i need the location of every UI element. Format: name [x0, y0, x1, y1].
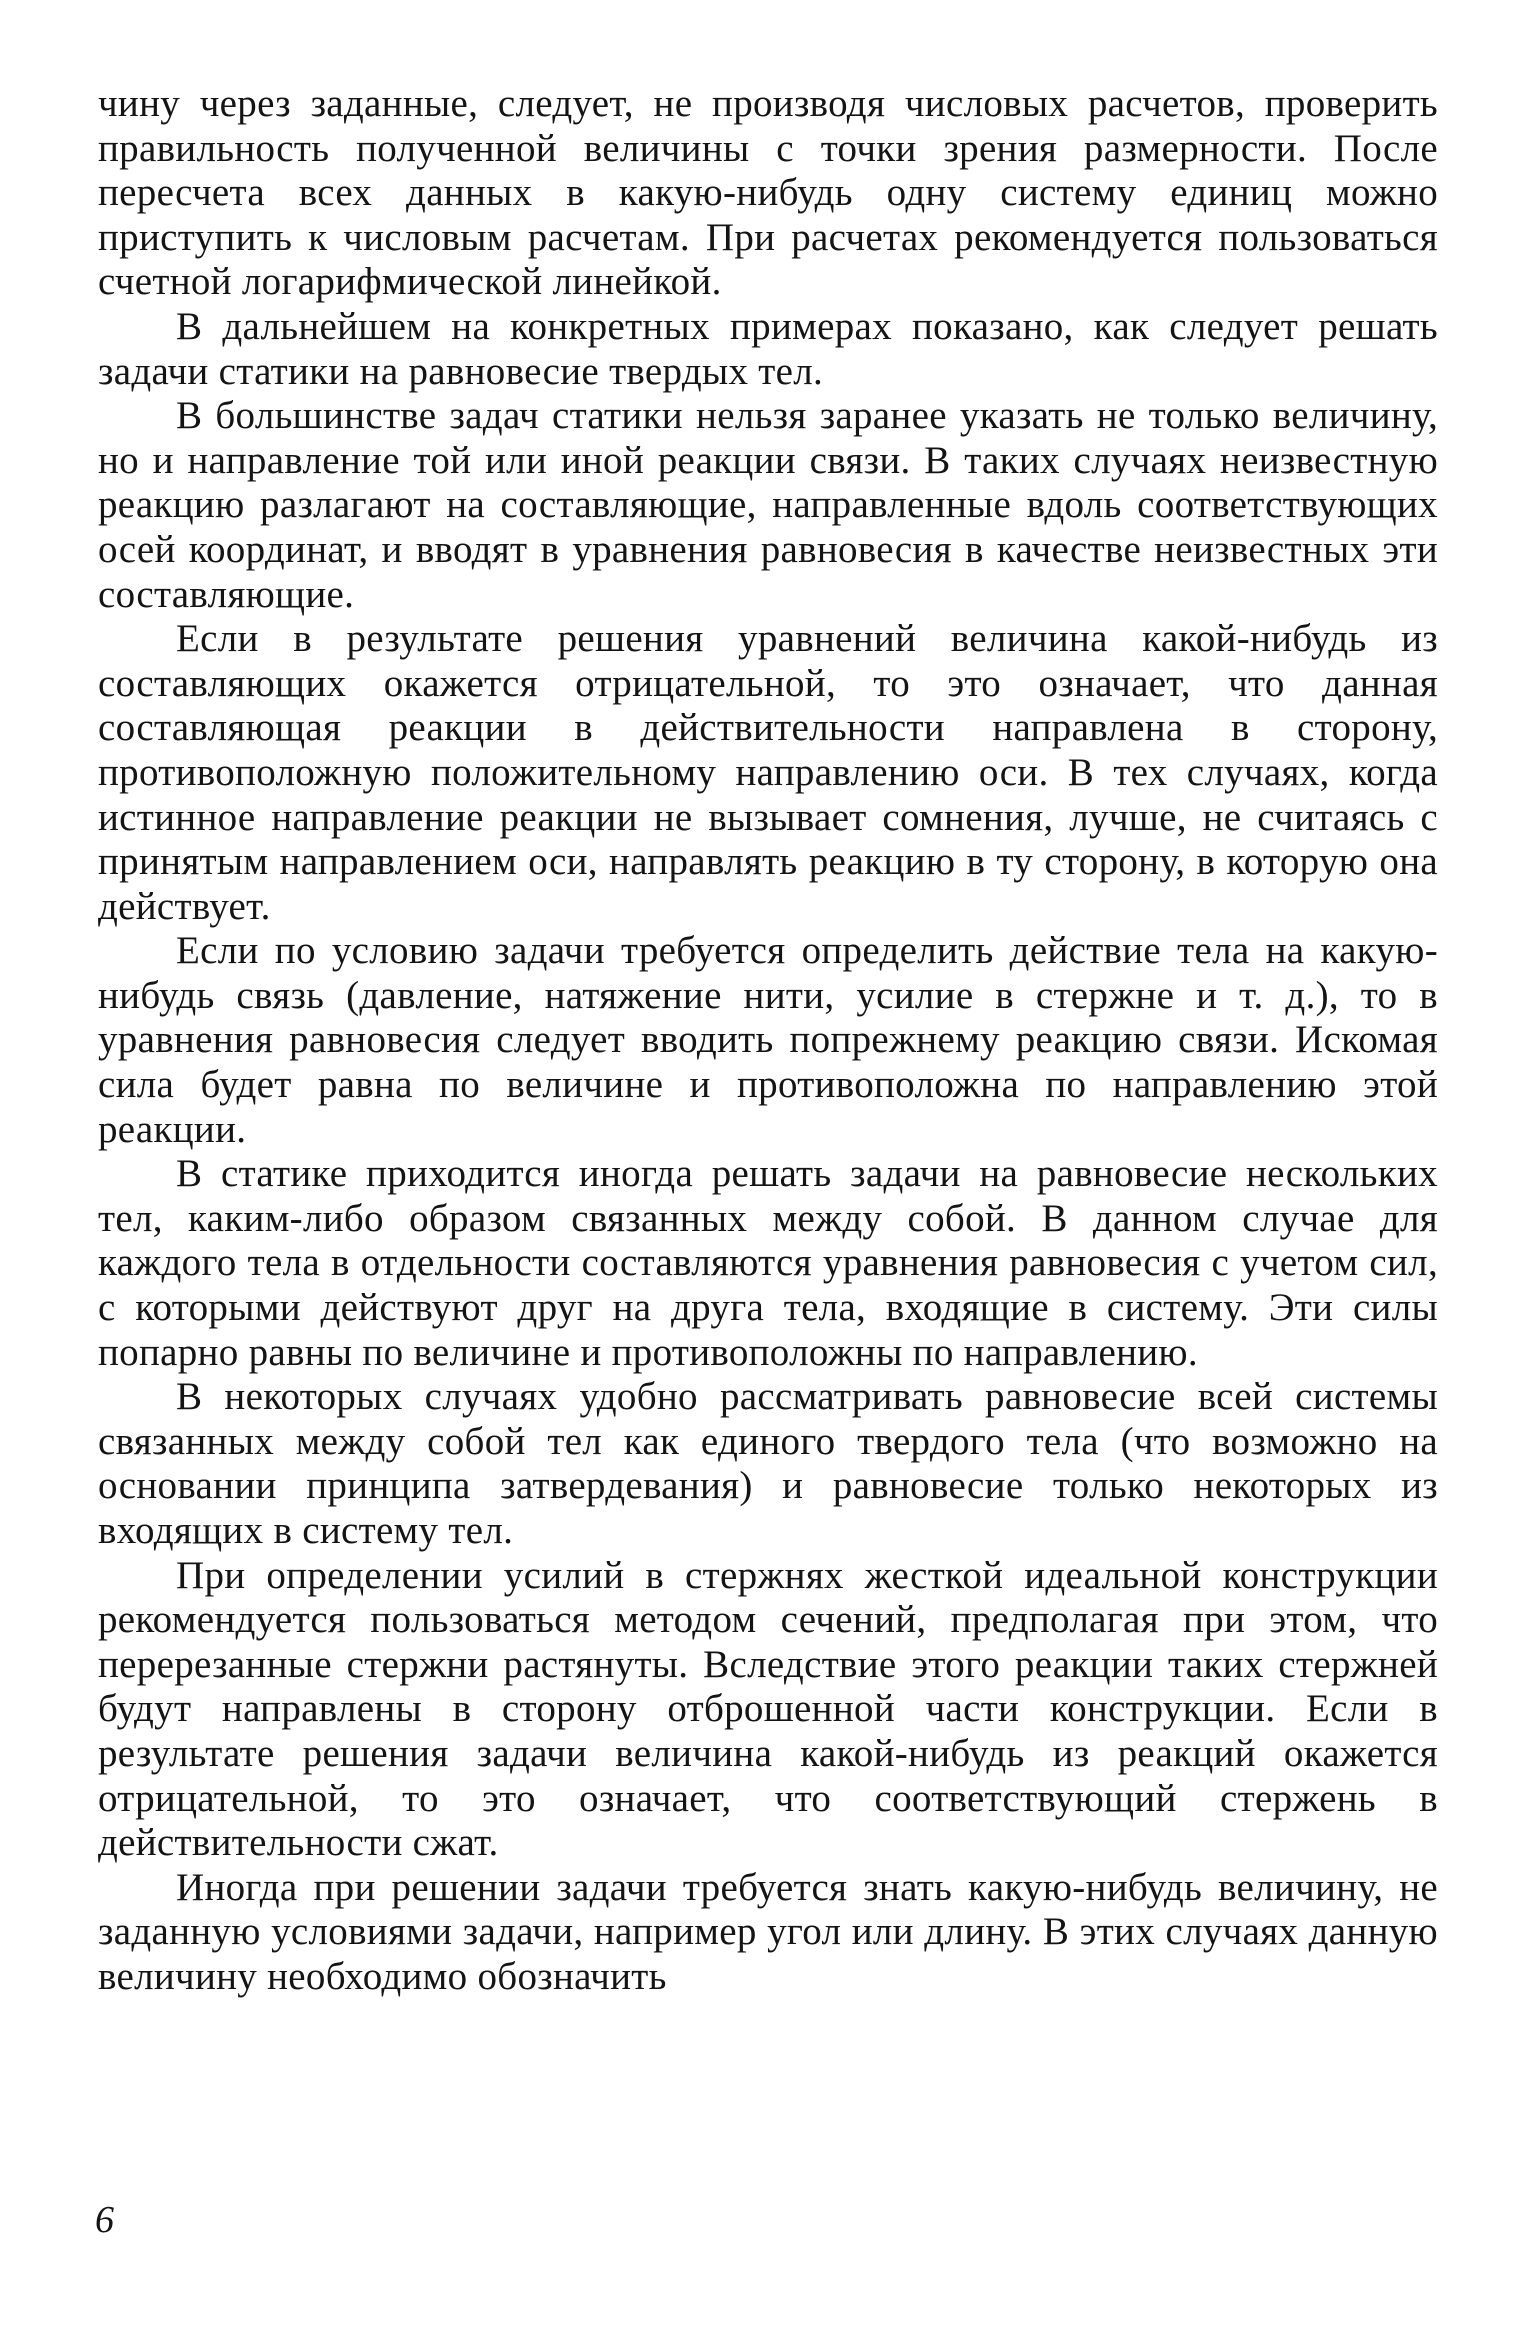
paragraph-4: Если в результате решения уравнений величина какой-нибудь из составляющих окажется отрицательной, то это означает, что данная составляющая реакции в действительности направлена в сторону, противоположную положительному направлению оси. В тех случаях, когда истинное направление реакции не вызывает сомнения, лучше, не считаясь с принятым направлением оси, направлять реакцию в ту сторону, в которую она действует. [98, 617, 1438, 928]
paragraph-7: В некоторых случаях удобно рассматривать равновесие всей системы связанных между собой тел как единого твердого тела (что возможно на основании принципа затвердевания) и равновесие только некоторых из входящих в систему тел. [98, 1375, 1438, 1552]
paragraph-1: чину через заданные, следует, не производя числовых расчетов, проверить правильность полученной величины с точки зрения размерности. После пересчета всех данных в какую-нибудь одну систему единиц можно приступить к числовым расчетам. При расчетах рекомендуется пользоваться счетной логарифмической линейкой. [98, 82, 1438, 304]
paragraph-2: В дальнейшем на конкретных примерах показано, как следует решать задачи статики на равновесие твердых тел. [98, 304, 1438, 393]
paragraph-6: В статике приходится иногда решать задачи на равновесие нескольких тел, каким-либо образом связанных между собой. В данном случае для каждого тела в отдельности составляются уравнения равновесия с учетом сил, с которыми действуют друг на друга тела, входящие в систему. Эти силы попарно равны по величине и противоположны по направлению. [98, 1152, 1438, 1374]
page-number: 6 [95, 2199, 114, 2241]
paragraph-9: Иногда при решении задачи требуется знать какую-нибудь величину, не заданную условиями задачи, например угол или длину. В этих случаях данную величину необходимо обозначить [98, 1865, 1438, 1998]
paragraph-8: При определении усилий в стержнях жесткой идеальной конструкции рекомендуется пользоваться методом сечений, предполагая при этом, что перерезанные стержни растянуты. Вследствие этого реакции таких стержней будут направлены в сторону отброшенной части конструкции. Если в результате решения задачи величина какой-нибудь из реакций окажется отрицательной, то это означает, что соответствующий стержень в действительности сжат. [98, 1553, 1438, 1865]
paragraph-5: Если по условию задачи требуется определить действие тела на какую-нибудь связь (давление, натяжение нити, усилие в стержне и т. д.), то в уравнения равновесия следует вводить попрежнему реакцию связи. Искомая сила будет равна по величине и противоположна по направлению этой реакции. [98, 929, 1438, 1151]
paragraph-3: В большинстве задач статики нельзя заранее указать не только величину, но и направление той или иной реакции связи. В таких случаях неизвестную реакцию разлагают на составляющие, направленные вдоль соответствующих осей координат, и вводят в уравнения равновесия в качестве неизвестных эти составляющие. [98, 394, 1438, 616]
page-body [98, 82, 1438, 2242]
